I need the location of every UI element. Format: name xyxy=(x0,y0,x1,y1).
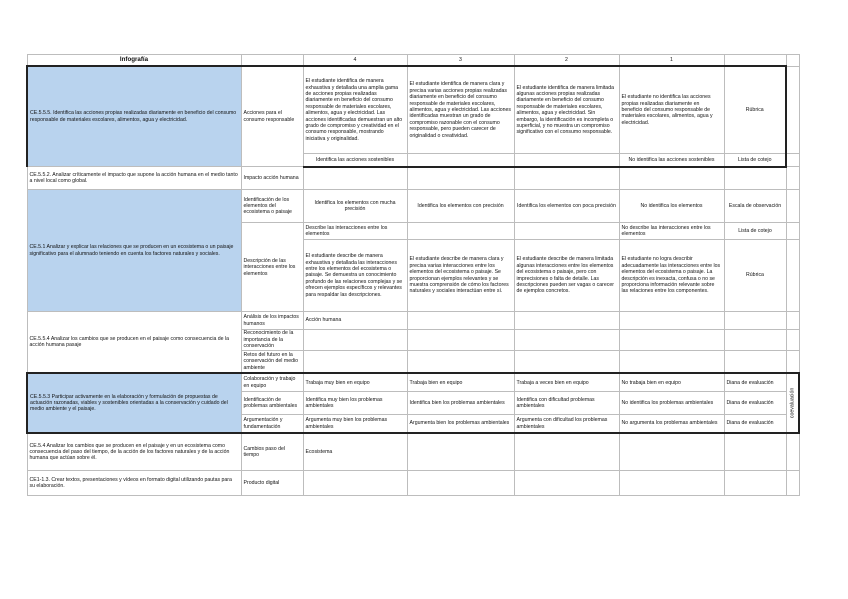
sec3-b-level-4: El estudiante describe de manera exhaustiva y detallada las interacciones entre los elementos del ecosistema o paisaje. Se demuestra un conocimiento profundo de las relaciones complejas y se ofrecen ejemplos específicos y relevantes para respaldar las descripciones. xyxy=(303,239,407,312)
sec5-a-level-2: Trabaja a veces bien en equipo xyxy=(514,373,619,392)
sec5-c-level-2: Argumenta con dificultad los problemas ambientales xyxy=(514,415,619,434)
sec1-sub-level-4: Identifica las acciones sostenibles xyxy=(303,153,407,166)
indicator-colaboracion: Colaboración y trabajo en equipo xyxy=(241,373,303,392)
level-2-header: 2 xyxy=(514,55,619,67)
sec3-b-instrument: Rúbrica xyxy=(724,239,786,312)
sec5-a-level-4: Trabaja muy bien en equipo xyxy=(303,373,407,392)
rubric-table xyxy=(26,54,800,496)
sec6-level-4: Ecosistema xyxy=(303,433,407,470)
sec1-sub-level-1: No identifica las acciones sostenibles xyxy=(619,153,724,166)
level-4-header: 4 xyxy=(303,55,407,67)
sec1-level-3: El estudiante identifica de manera clara y precisa varias acciones propias realizadas diariamente en beneficio del consumo responsable de materiales escolares, alimentos, agua y electricidad. Las acciones identificadas muestran un grado de compromiso razonable con el consumo responsable, pero pueden carecer de originalidad o creatividad. xyxy=(407,66,514,153)
indicator-identificacion: Identificación de los elementos del ecosistema o paisaje xyxy=(241,190,303,223)
level-1-header: 1 xyxy=(619,55,724,67)
sec1-instrument: Rúbrica xyxy=(724,66,786,153)
criterion-5-5-4: CE.5.5.4 Analizar los cambios que se producen en el paisaje como consecuencia de la acción humana pasaje xyxy=(27,312,241,373)
sec5-b-instrument: Diana de evaluación xyxy=(724,392,786,415)
sec1-level-2: El estudiante identifica de manera limitada algunas acciones propias realizadas diariamente en beneficio del consumo responsable de materiales escolares, alimentos, agua y electricidad. Sin embargo, la identificación es incompleta o superficial, y no muestra un compromiso significativo con el consumo responsable. xyxy=(514,66,619,153)
sec5-c-instrument: Diana de evaluación xyxy=(724,415,786,434)
indicator-cambios-tiempo: Cambios paso del tiempo xyxy=(241,433,303,470)
criterion-5-5-3: CE.5.5.3 Participar activamente en la elaboración y formulación de propuestas de actuación razonadas, viables y sostenibles orientadas a la conservación y cuidado del medio ambiente y el paisaje. xyxy=(27,373,241,433)
indicator-producto-digital: Producto digital xyxy=(241,471,303,496)
indicator-identificacion-problemas: Identificación de problemas ambientales xyxy=(241,392,303,415)
sec5-c-level-4: Argumenta muy bien los problemas ambientales xyxy=(303,415,407,434)
indicator-reconocimiento: Reconocimiento de la importancia de la conservación xyxy=(241,329,303,350)
sec3-a-level-2: Identifica los elementos con poca precisión xyxy=(514,190,619,223)
sec3-b-level-1: El estudiante no logra describir adecuadamente las interacciones entre los elementos del ecosistema o paisaje. La descripción es inexacta, confusa o no se proporciona información relevante sobre las relaciones entre los componentes. xyxy=(619,239,724,312)
indicator-argumentacion: Argumentación y fundamentación xyxy=(241,415,303,434)
indicator-retos: Retos del futuro en la conservación del medio ambiente xyxy=(241,350,303,373)
sec5-b-level-4: Identifica muy bien los problemas ambientales xyxy=(303,392,407,415)
indicator-consumo-responsable: Acciones para el consumo responsable xyxy=(241,66,303,166)
criterion-5-1: CE.5.1 Analizar y explicar las relaciones que se producen en un ecosistema o un paisaje significativo para el alumnado teniendo en cuenta los factores naturales y sociales. xyxy=(27,190,241,312)
sec5-c-level-3: Argumenta bien los problemas ambientales xyxy=(407,415,514,434)
criterion-5-5-2: CE.5.5.2. Analizar críticamente el impacto que supone la acción humana en el medio tanto a nivel local como global. xyxy=(27,167,241,190)
table-title: Infografía xyxy=(27,55,241,67)
coevaluacion-label: coevaluación xyxy=(786,373,799,433)
sec5-a-level-3: Trabaja bien en equipo xyxy=(407,373,514,392)
criterion-1-1-3: CE1-1.3. Crear textos, presentaciones y vídeos en formato digital utilizando pautas para su elaboración. xyxy=(27,471,241,496)
sec3-b-sub-level-1: No describe las interacciones entre los elementos xyxy=(619,223,724,240)
sec3-b-sub-instrument: Lista de cotejo xyxy=(724,223,786,240)
sec3-a-level-3: Identifica los elementos con precisión xyxy=(407,190,514,223)
indicator-analisis-impactos: Análisis de los impactos humanos xyxy=(241,312,303,330)
sec5-b-level-2: Identifica con dificultad problemas ambientales xyxy=(514,392,619,415)
level-3-header: 3 xyxy=(407,55,514,67)
sec3-b-level-3: El estudiante describe de manera clara y precisa varias interacciones entre los elementos del ecosistema o paisaje. Se proporcionan ejemplos relevantes y se muestra comprensión de cómo los factores naturales y sociales interactúan entre sí. xyxy=(407,239,514,312)
indicator-descripcion: Descripción de las interacciones entre los elementos xyxy=(241,223,303,312)
sec3-a-instrument: Escala de observación xyxy=(724,190,786,223)
criterion-5-4: CE.5.4 Analizar los cambios que se producen en el paisaje y en un ecosistema como consecuencia del paso del tiempo, de la acción de los factores naturales y de la acción humana que actúan sobre él. xyxy=(27,433,241,470)
sec3-b-level-2: El estudiante describe de manera limitada algunas interacciones entre los elementos del ecosistema o paisaje, pero con imprecisiones o falta de detalle. Las descripciones pueden ser vagas o carecer de ejemplos concretos. xyxy=(514,239,619,312)
sec3-a-level-1: No identifica los elementos xyxy=(619,190,724,223)
sec1-sub-instrument: Lista de cotejo xyxy=(724,153,786,166)
sec5-a-instrument: Diana de evaluación xyxy=(724,373,786,392)
sec3-b-sub-level-4: Describe las interacciones entre los elementos xyxy=(303,223,407,240)
sec1-level-1: El estudiante no identifica las acciones propias realizadas diariamente en beneficio del consumo responsable de materiales escolares, alimentos, agua y electricidad. xyxy=(619,66,724,153)
sec5-a-level-1: No trabaja bien en equipo xyxy=(619,373,724,392)
indicator-impacto: Impacto acción humana xyxy=(241,167,303,190)
criterion-5-5-5: CE.5.5.5. Identifica las acciones propias realizadas diariamente en beneficio del consumo responsable de materiales escolares, alimentos, agua y electricidad. xyxy=(27,66,241,166)
sec5-b-level-3: Identifica bien los problemas ambientales xyxy=(407,392,514,415)
sec1-level-4: El estudiante identifica de manera exhaustiva y detallada una amplia gama de acciones propias realizadas diariamente en beneficio del consumo responsable de materiales escolares, alimentos, agua y electricidad. Las acciones identificadas demuestran un alto grado de compromiso y creatividad en el consumo responsable, mostrando iniciativa y originalidad. xyxy=(303,66,407,153)
sec5-b-level-1: No identifica los problemas ambientales xyxy=(619,392,724,415)
sec4-a-level-4: Acción humana xyxy=(303,312,407,330)
sec3-a-level-4: Identifica los elementos con mucha precisión xyxy=(303,190,407,223)
sec5-c-level-1: No argumenta los problemas ambientales xyxy=(619,415,724,434)
